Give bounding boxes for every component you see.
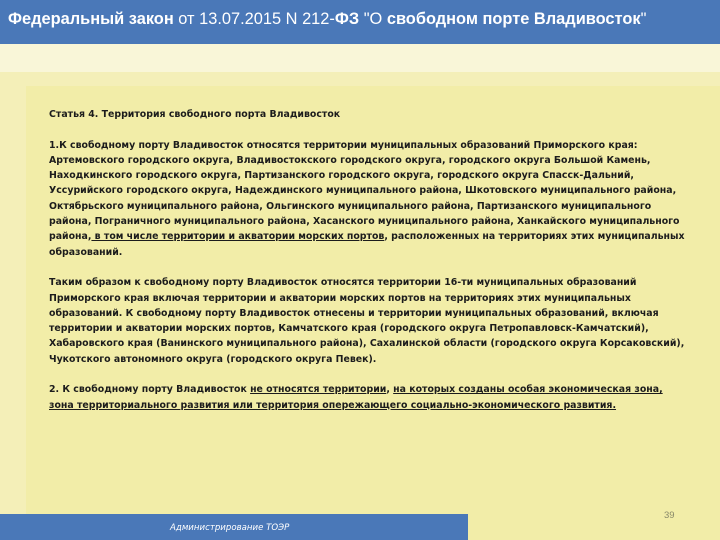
page-number: 39 [664,510,675,521]
title-quote-open: "О [359,10,387,28]
title-law-date: от 13.07.2015 N 212- [173,10,335,28]
article-heading: Статья 4. Территория свободного порта Владивосток [49,109,341,120]
footer-label: Администрирование ТОЭР [170,523,290,533]
article-paragraph-1 [49,138,685,260]
paragraph-3-start: 2. К свободному порту Владивосток [49,384,251,396]
paragraph-1-underlined: в том числе территории и акватории морских портов [91,231,385,243]
article-paragraph-2: Таким образом к свободному порту Владивосток относятся территории 16-ти муниципальных образований Приморского края включая территории и акватории морских портов на территориях этих муниципальных образований. К свободному порту Владивосток отнесены и территории муниципальных образований, включая территории и акватории морских портов, Камчатского края (городского округа Петропавловск-Камчатский), Хабаровского края (Ванинского муниципального района), Сахалинской области (городского округа Корсаковский), Чукотского автономного округа (городского округа Певек). [49,277,685,365]
paragraph-1-text: 1.К свободному порту Владивосток относятся территории муниципальных образований Приморского края: Артемовского городского округа, Владивостокского городского округа, городского округа Большой Камень, Находкинского городского округа, Партизанского городского округа, городского округа Спасск-Дальний, Уссурийского городского округа, Надеждинского муниципального района, Шкотовского муниципального района, Октябрьского муниципального района, Ольгинского муниципального района, Партизанского муниципального района, Пограничного муниципального района, Хасанского муниципального района, Ханкайского муниципального района, [49,139,680,243]
article-text [49,107,685,413]
paragraph-3-underlined-1: не относятся территории [250,384,387,396]
title-law-type: Федеральный закон [8,10,174,28]
paragraph-3-underlined-2: на которых созданы особая экономическая зона, зона территориального развития или территория опережающего социально-экономического развития. [49,384,663,411]
title-quote-close: " [640,10,647,28]
slide-title [8,8,718,30]
title-law-fz: ФЗ [334,10,360,28]
header-divider-band [0,44,720,72]
spacer [49,122,685,137]
title-law-subject: свободном порте Владивосток [386,10,641,28]
article-paragraph-3 [49,382,685,413]
paragraph-1-tail: , расположенных на территориях этих муниципальных образований. [49,231,685,258]
paragraph-3-comma: , [386,384,394,396]
spacer [49,367,685,382]
spacer [49,260,685,275]
